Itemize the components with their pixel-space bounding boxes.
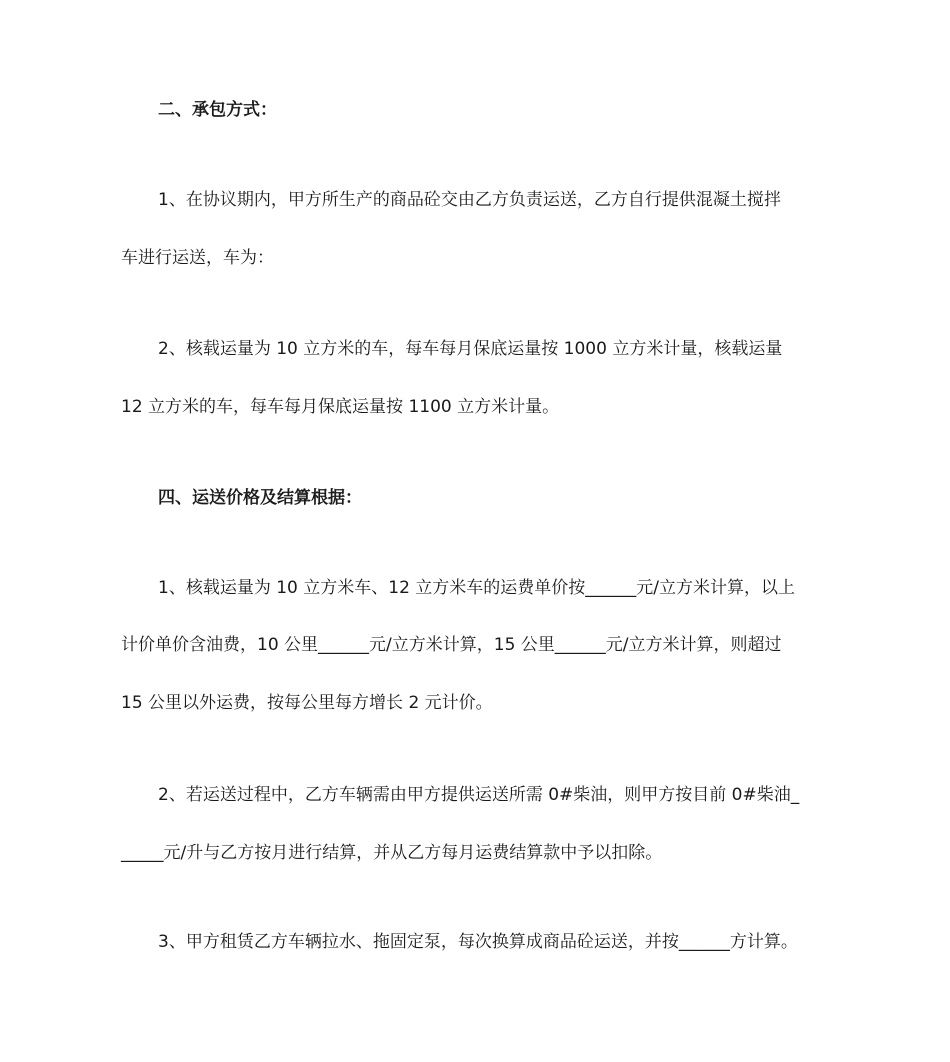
paragraph-line: 2、核载运量为 10 立方米的车，每车每月保底运量按 1000 立方米计量，核载运量 bbox=[158, 339, 783, 359]
paragraph-line: 3、甲方租赁乙方车辆拉水、拖固定泵，每次换算成商品砼运送，并按______方计算。 bbox=[158, 932, 798, 952]
paragraph-line: 1、在协议期内，甲方所生产的商品砼交由乙方负责运送，乙方自行提供混凝土搅拌 bbox=[158, 190, 781, 210]
section-heading-price-settlement: 四、运送价格及结算根据： bbox=[158, 488, 362, 508]
paragraph-line: 1、核载运量为 10 立方米车、12 立方米车的运费单价按______元/立方米计算，以上 bbox=[158, 578, 796, 598]
paragraph-line: 12 立方米的车，每车每月保底运量按 1100 立方米计量。 bbox=[121, 397, 560, 417]
section-heading-contract-method: 二、承包方式： bbox=[158, 100, 277, 120]
paragraph-line: _____元/升与乙方按月进行结算，并从乙方每月运费结算款中予以扣除。 bbox=[121, 843, 663, 863]
paragraph-line: 2、若运送过程中，乙方车辆需由甲方提供运送所需 0#柴油，则甲方按目前 0#柴油_ bbox=[158, 785, 800, 805]
paragraph-line: 计价单价含油费，10 公里______元/立方米计算，15 公里______元/立方米计算，则超过 bbox=[121, 635, 782, 655]
paragraph-line: 车进行运送，车为： bbox=[121, 248, 274, 268]
paragraph-line: 15 公里以外运费，按每公里每方增长 2 元计价。 bbox=[121, 693, 493, 713]
